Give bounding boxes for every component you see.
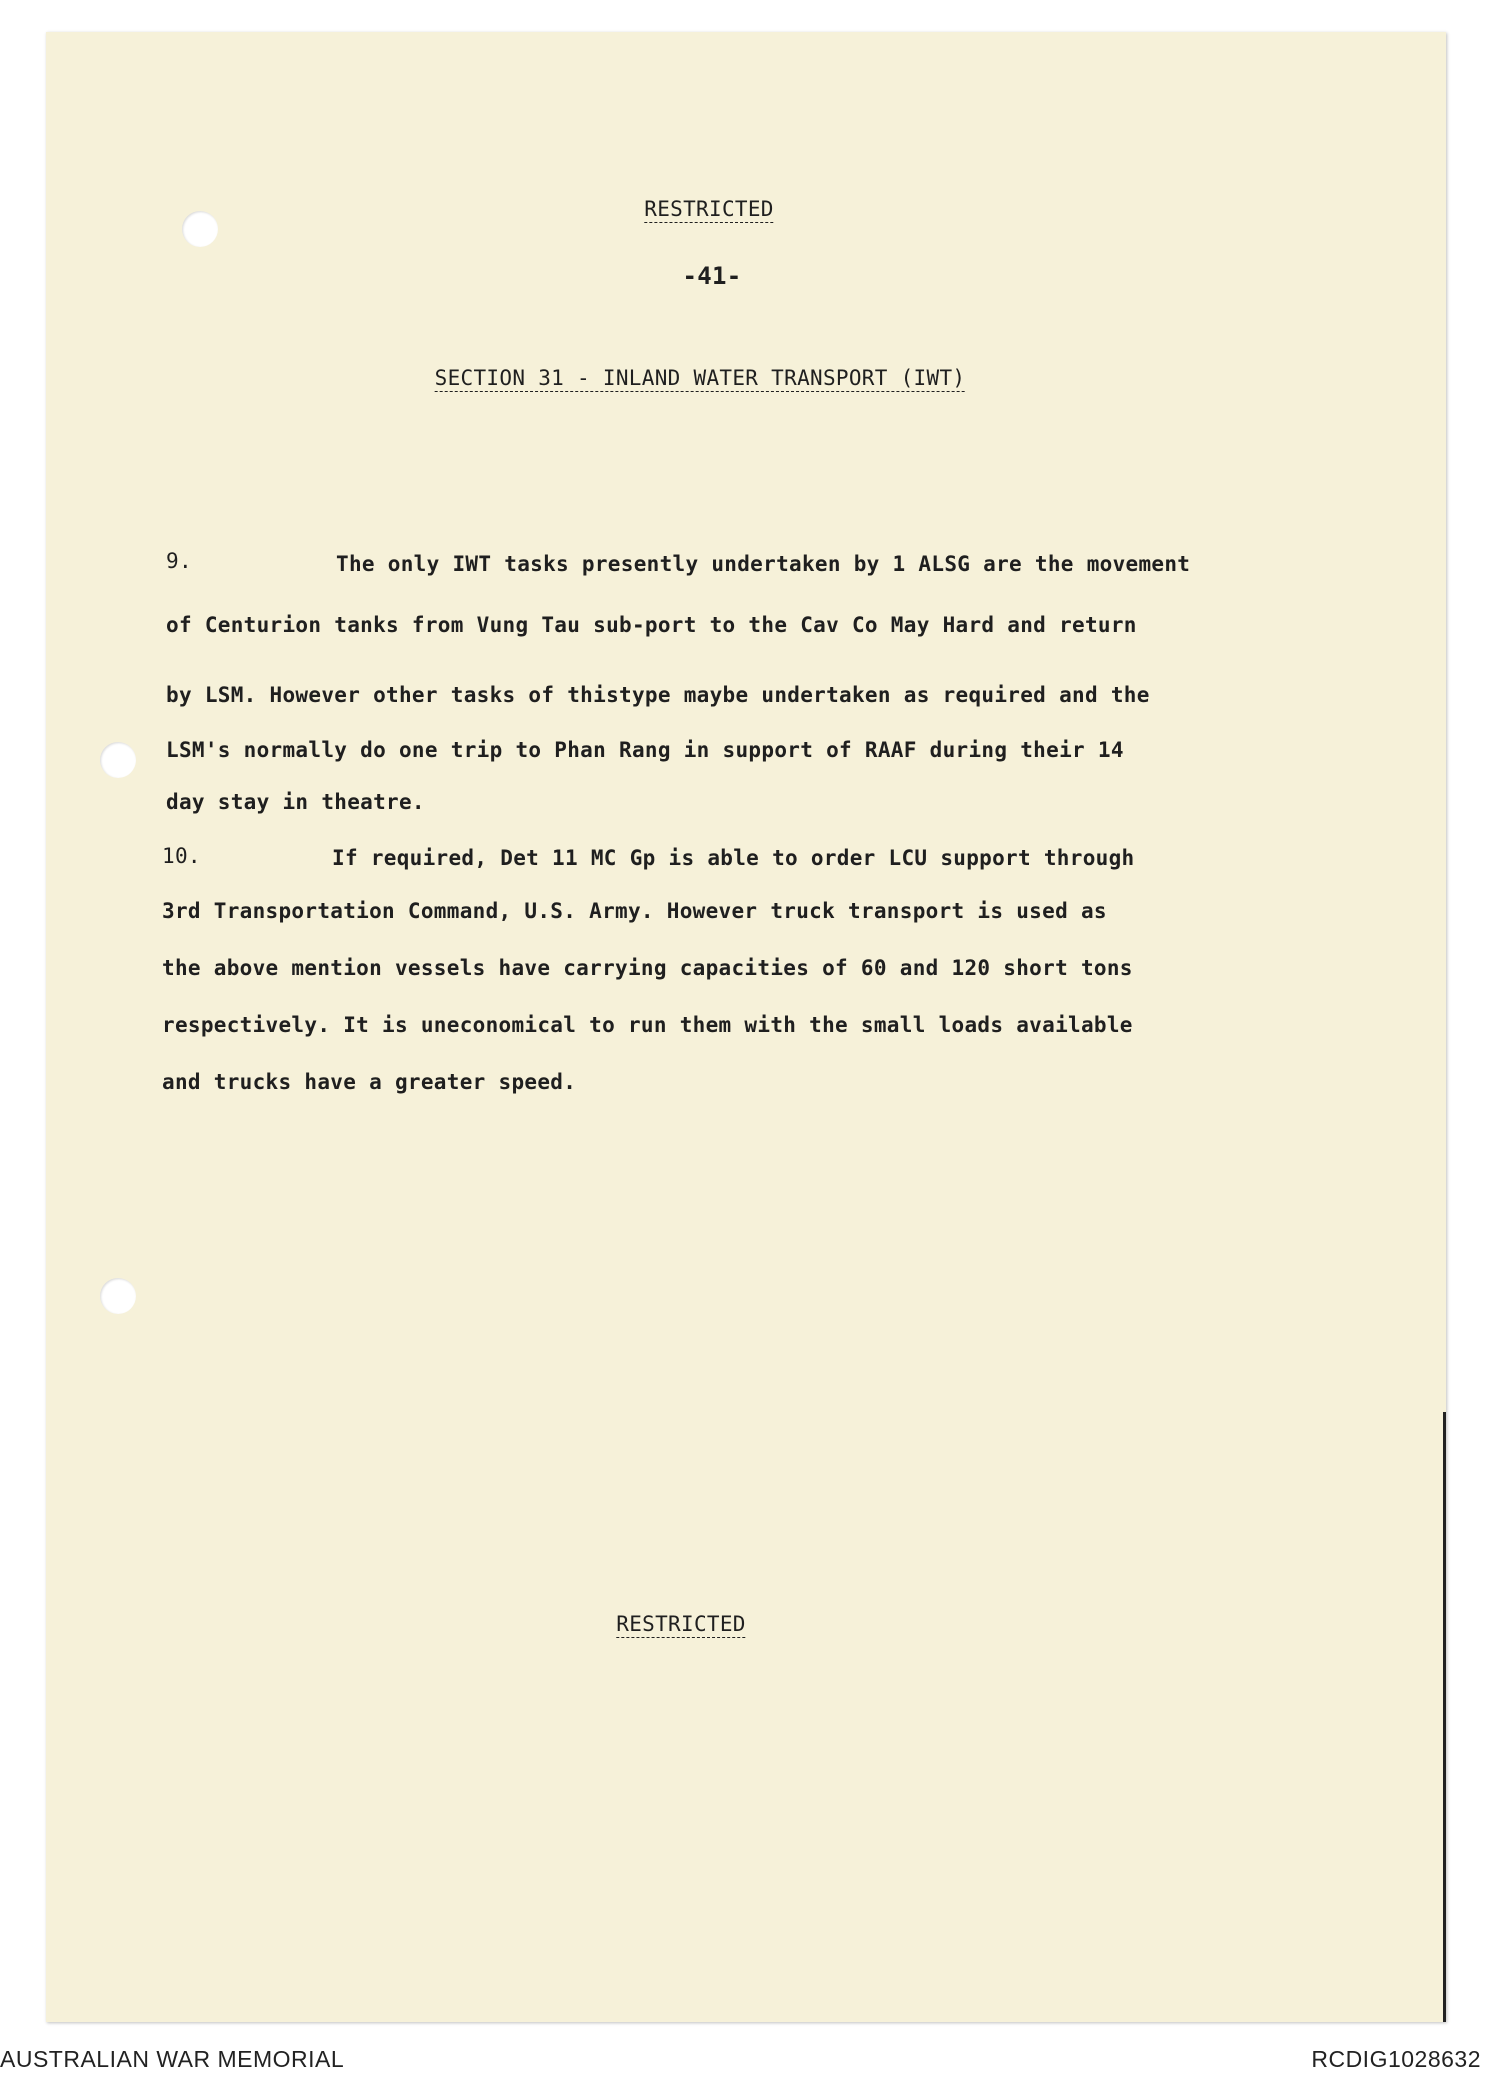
- paragraph-10-line-1: If required, Det 11 MC Gp is able to order LCU support through: [332, 846, 1135, 870]
- paragraph-10-line-4: respectively. It is uneconomical to run them with the small loads available: [162, 1013, 1133, 1037]
- paragraph-9-line-2: of Centurion tanks from Vung Tau sub-port to the Cav Co May Hard and return: [166, 613, 1137, 637]
- paragraph-10-line-3: the above mention vessels have carrying capacities of 60 and 120 short tons: [162, 956, 1133, 980]
- archive-footer-right: RCDIG1028632: [1311, 2046, 1481, 2072]
- section-title: SECTION 31 - INLAND WATER TRANSPORT (IWT): [434, 366, 966, 390]
- paragraph-10-line-2: 3rd Transportation Command, U.S. Army. However truck transport is used as: [162, 899, 1107, 923]
- paragraph-9-line-5: day stay in theatre.: [166, 790, 425, 814]
- punch-hole-top: [182, 211, 218, 247]
- header-classification: RESTRICTED: [644, 197, 774, 221]
- paragraph-9-line-1: The only IWT tasks presently undertaken by 1 ALSG are the movement: [336, 552, 1191, 576]
- paragraph-9-line-3: by LSM. However other tasks of thistype maybe undertaken as required and the: [166, 683, 1150, 707]
- paragraph-9-number: 9.: [166, 549, 192, 573]
- archive-footer-left: AUSTRALIAN WAR MEMORIAL: [0, 2046, 345, 2072]
- punch-hole-bottom: [100, 1278, 136, 1314]
- punch-hole-middle: [100, 742, 136, 778]
- paragraph-10-number: 10.: [162, 844, 201, 868]
- paragraph-10-line-5: and trucks have a greater speed.: [162, 1070, 577, 1094]
- page-number: -41-: [682, 262, 742, 290]
- paragraph-9-line-4: LSM's normally do one trip to Phan Rang in support of RAAF during their 14: [166, 738, 1124, 762]
- footer-classification: RESTRICTED: [616, 1612, 746, 1636]
- paper-edge-shadow: [1443, 1412, 1446, 2022]
